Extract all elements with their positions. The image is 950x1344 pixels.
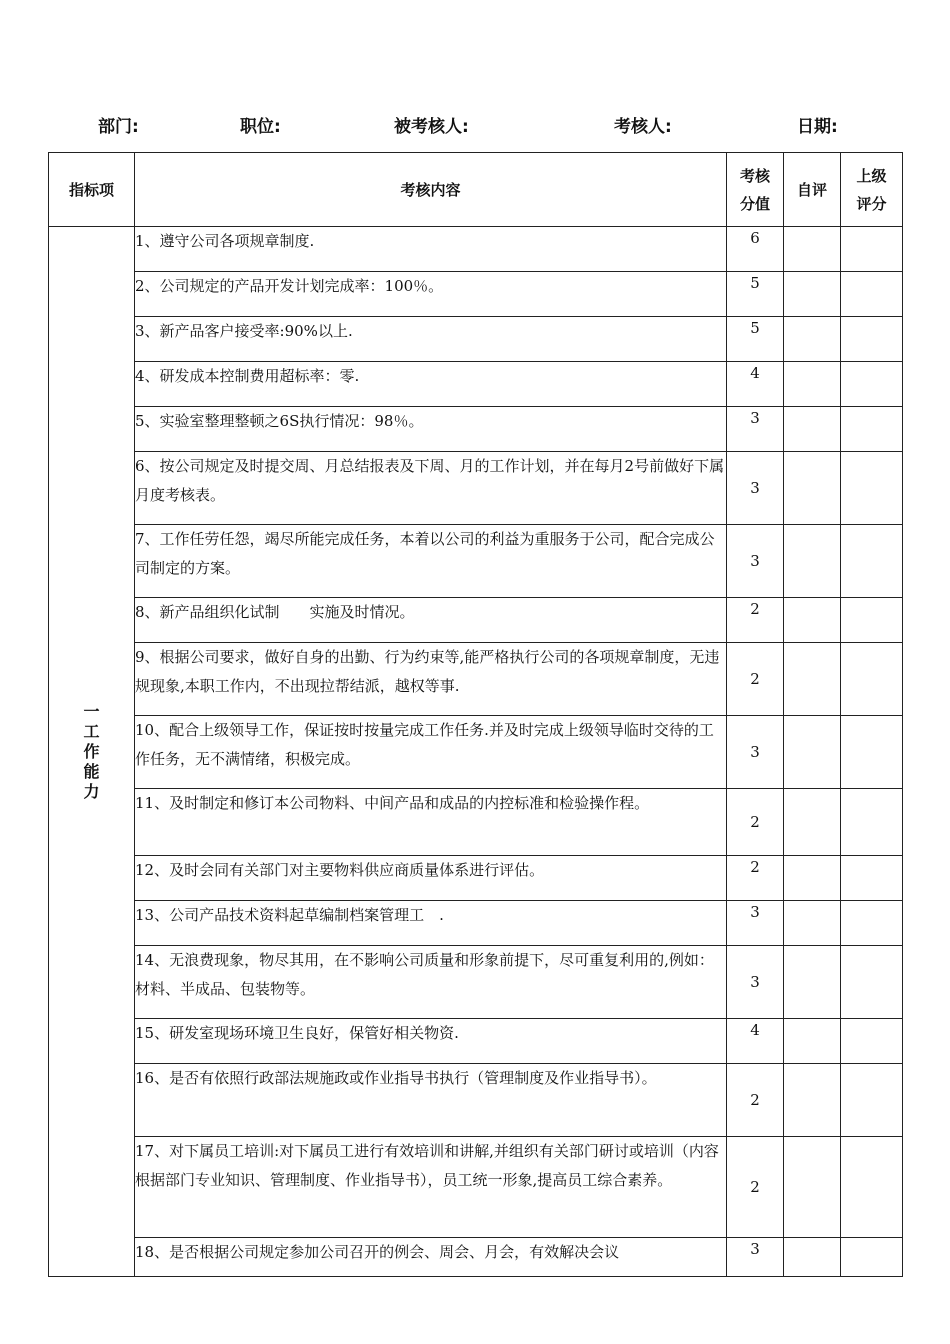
content-cell: 12、及时会同有关部门对主要物料供应商质量体系进行评估。 — [135, 856, 727, 901]
content-cell: 16、是否有依照行政部法规施政或作业指导书执行（管理制度及作业指导书）。 — [135, 1064, 727, 1137]
content-cell: 4、研发成本控制费用超标率：零. — [135, 362, 727, 407]
table-row — [49, 272, 903, 317]
score-header-line1: 考核 — [739, 166, 770, 185]
indicator-header: 指标项 — [49, 153, 135, 227]
superior-eval-cell[interactable] — [841, 901, 903, 946]
score-cell: 2 — [727, 789, 784, 856]
table-row — [49, 525, 903, 598]
assessee-label: 被考核人: — [394, 117, 469, 137]
table-row — [49, 789, 903, 856]
table-row — [49, 407, 903, 452]
superior-eval-cell[interactable] — [841, 789, 903, 856]
content-cell: 5、实验室整理整顿之6S执行情况：98％。 — [135, 407, 727, 452]
superior-eval-cell[interactable] — [841, 317, 903, 362]
content-cell: 7、工作任劳任怨，竭尽所能完成任务，本着以公司的利益为重服务于公司，配合完成公司制定的方案。 — [135, 525, 727, 598]
table-row — [49, 1064, 903, 1137]
superior-eval-cell[interactable] — [841, 227, 903, 272]
self-eval-cell[interactable] — [784, 856, 841, 901]
superior-eval-cell[interactable] — [841, 525, 903, 598]
self-eval-cell[interactable] — [784, 407, 841, 452]
superior-eval-cell[interactable] — [841, 946, 903, 1019]
assessment-table — [48, 152, 903, 1277]
superior-eval-cell[interactable] — [841, 598, 903, 643]
content-cell: 13、公司产品技术资料起草编制档案管理工 . — [135, 901, 727, 946]
self-eval-header: 自评 — [784, 153, 841, 227]
superior-eval-cell[interactable] — [841, 407, 903, 452]
content-cell: 8、新产品组织化试制 实施及时情况。 — [135, 598, 727, 643]
date-label: 日期: — [797, 117, 838, 137]
score-cell: 3 — [727, 946, 784, 1019]
superior-eval-cell[interactable] — [841, 643, 903, 716]
table-row — [49, 452, 903, 525]
content-cell: 2、公司规定的产品开发计划完成率：100％。 — [135, 272, 727, 317]
superior-eval-cell[interactable] — [841, 1064, 903, 1137]
self-eval-cell[interactable] — [784, 901, 841, 946]
score-cell: 2 — [727, 598, 784, 643]
self-eval-cell[interactable] — [784, 452, 841, 525]
table-row — [49, 946, 903, 1019]
superior-eval-cell[interactable] — [841, 1238, 903, 1277]
score-cell: 3 — [727, 901, 784, 946]
self-eval-cell[interactable] — [784, 789, 841, 856]
self-eval-cell[interactable] — [784, 1064, 841, 1137]
content-cell: 14、无浪费现象，物尽其用，在不影响公司质量和形象前提下，尽可重复利用的,例如：材料、半成品、包装物等。 — [135, 946, 727, 1019]
score-cell: 2 — [727, 1064, 784, 1137]
self-eval-cell[interactable] — [784, 1019, 841, 1064]
table-header-row — [49, 153, 903, 227]
content-cell: 18、是否根据公司规定参加公司召开的例会、周会、月会，有效解决会议 — [135, 1238, 727, 1277]
position-label: 职位: — [240, 117, 281, 137]
score-cell: 2 — [727, 1137, 784, 1238]
assessor-label: 考核人: — [614, 117, 672, 137]
score-header — [727, 153, 784, 227]
table-row — [49, 1137, 903, 1238]
self-eval-cell[interactable] — [784, 1137, 841, 1238]
score-cell: 4 — [727, 1019, 784, 1064]
content-cell: 3、新产品客户接受率:90%以上. — [135, 317, 727, 362]
score-cell: 4 — [727, 362, 784, 407]
superior-eval-cell[interactable] — [841, 452, 903, 525]
content-cell: 17、对下属员工培训:对下属员工进行有效培训和讲解,并组织有关部门研讨或培训（内容根据部门专业知识、管理制度、作业指导书），员工统一形象,提高员工综合素养。 — [135, 1137, 727, 1238]
superior-eval-cell[interactable] — [841, 716, 903, 789]
table-row — [49, 362, 903, 407]
table-row — [49, 716, 903, 789]
superior-eval-cell[interactable] — [841, 272, 903, 317]
table-row — [49, 227, 903, 272]
content-cell: 10、配合上级领导工作，保证按时按量完成工作任务.并及时完成上级领导临时交待的工作任务，无不满情绪，积极完成。 — [135, 716, 727, 789]
table-row — [49, 598, 903, 643]
table-row — [49, 856, 903, 901]
score-cell: 3 — [727, 407, 784, 452]
self-eval-cell[interactable] — [784, 272, 841, 317]
self-eval-cell[interactable] — [784, 598, 841, 643]
category-cell — [49, 227, 135, 1277]
content-cell: 15、研发室现场环境卫生良好，保管好相关物资. — [135, 1019, 727, 1064]
score-cell: 3 — [727, 452, 784, 525]
score-header-line2: 分值 — [739, 194, 770, 213]
form-header — [0, 108, 950, 138]
score-cell: 2 — [727, 643, 784, 716]
content-header: 考核内容 — [135, 153, 727, 227]
table-row — [49, 317, 903, 362]
superior-header-line1: 上级 — [856, 166, 887, 185]
self-eval-cell[interactable] — [784, 946, 841, 1019]
table-row — [49, 1238, 903, 1277]
score-cell: 3 — [727, 716, 784, 789]
content-cell: 11、及时制定和修订本公司物料、中间产品和成品的内控标准和检验操作程。 — [135, 789, 727, 856]
self-eval-cell[interactable] — [784, 643, 841, 716]
score-cell: 5 — [727, 317, 784, 362]
superior-eval-cell[interactable] — [841, 1019, 903, 1064]
department-label: 部门: — [98, 117, 139, 137]
self-eval-cell[interactable] — [784, 525, 841, 598]
superior-header — [841, 153, 903, 227]
self-eval-cell[interactable] — [784, 1238, 841, 1277]
self-eval-cell[interactable] — [784, 317, 841, 362]
table-row — [49, 1019, 903, 1064]
self-eval-cell[interactable] — [784, 227, 841, 272]
score-cell: 3 — [727, 525, 784, 598]
content-cell: 9、根据公司要求，做好自身的出勤、行为约束等,能严格执行公司的各项规章制度，无违规现象,本职工作内，不出现拉帮结派，越权等事. — [135, 643, 727, 716]
superior-eval-cell[interactable] — [841, 1137, 903, 1238]
superior-eval-cell[interactable] — [841, 362, 903, 407]
self-eval-cell[interactable] — [784, 362, 841, 407]
score-cell: 5 — [727, 272, 784, 317]
score-cell: 3 — [727, 1238, 784, 1277]
table-row — [49, 901, 903, 946]
score-cell: 2 — [727, 856, 784, 901]
content-cell: 1、遵守公司各项规章制度. — [135, 227, 727, 272]
table-row — [49, 643, 903, 716]
superior-header-line2: 评分 — [856, 194, 887, 213]
superior-eval-cell[interactable] — [841, 856, 903, 901]
content-cell: 6、按公司规定及时提交周、月总结报表及下周、月的工作计划，并在每月2号前做好下属月度考核表。 — [135, 452, 727, 525]
self-eval-cell[interactable] — [784, 716, 841, 789]
score-cell: 6 — [727, 227, 784, 272]
category-label: 一工作能力 — [83, 701, 100, 801]
